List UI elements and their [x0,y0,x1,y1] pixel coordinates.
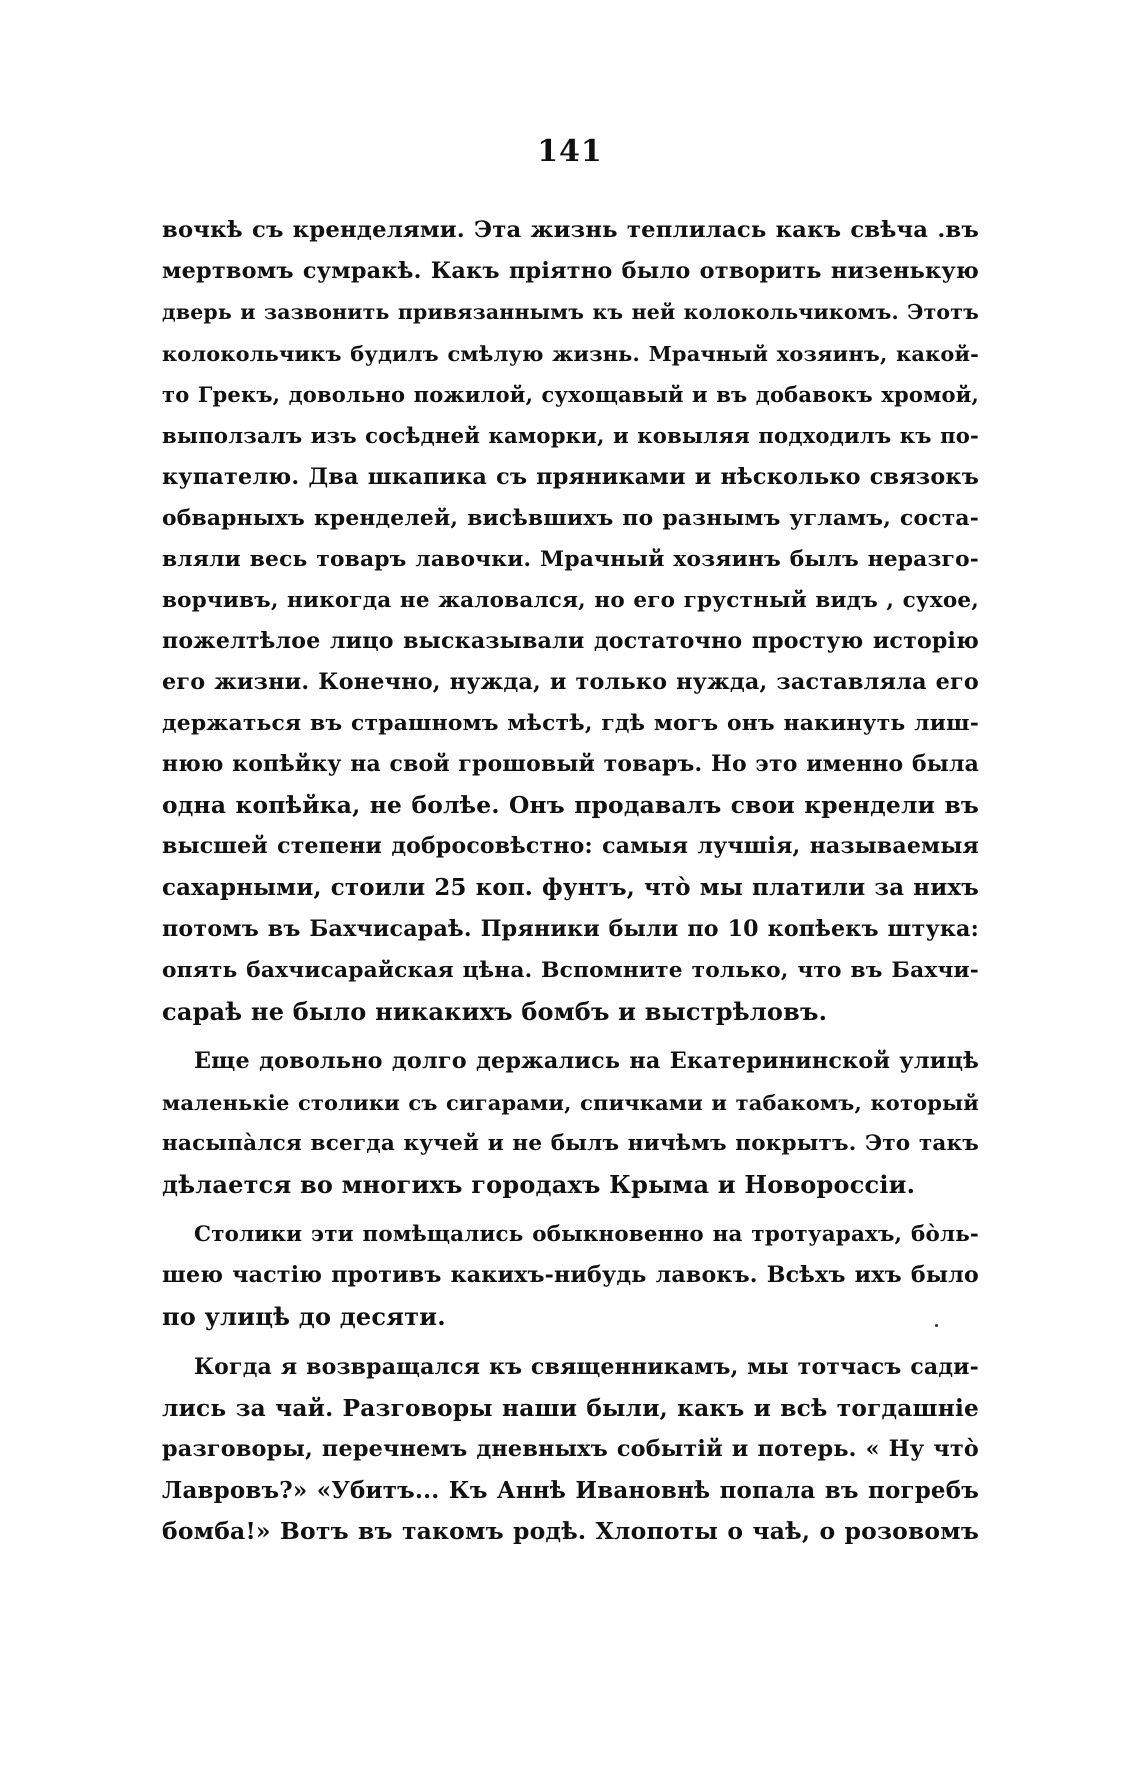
paragraph-4 [162,1347,979,1552]
text-line: его жизни. Конечно, нужда, и только нужда, заставляла его [162,669,979,696]
text-line: нюю копѣйку на свой грошовый товаръ. Но это именно была [162,751,979,778]
text-line: колокольчикъ будилъ смѣлую жизнь. Мрачный хозяинъ, какой- [162,341,979,367]
text-line: вляли весь товаръ лавочки. Мрачный хозяинъ былъ неразго- [162,546,979,572]
paragraph-spacer [162,1338,979,1347]
text-line: ворчивъ, никогда не жаловался, но его грустный видъ , сухое, [162,587,979,613]
text-line: потомъ въ Бахчисараѣ. Пряники были по 10 копѣекъ штука: [162,915,979,942]
text-line: маленькіе столики съ сигарами, спичками и табакомъ, который [162,1089,979,1115]
text-line: дверь и зазвонить привязаннымъ къ ней колокольчикомъ. Этотъ [162,300,979,325]
text-line: обварныхъ кренделей, висѣвшихъ по разнымъ угламъ, соста- [162,505,979,531]
paragraph-2 [162,1041,979,1205]
text-line: то Грекъ, довольно пожилой, сухощавый и въ добавокъ хромой, [162,382,979,408]
text-line: лись за чай. Разговоры наши были, какъ и всѣ тогдашніе [162,1394,979,1422]
text-line: мертвомъ сумракѣ. Какъ пріятно было отворить низенькую [162,258,979,285]
text-line: сахарными, стоили 25 коп. фунтъ, что̀ мы платили за нихъ [162,874,979,901]
text-line: опять бахчисарайская цѣна. Вспомните только, что въ Бахчи- [162,957,979,983]
text-line: сараѣ не было никакихъ бомбъ и выстрѣловъ. [162,996,828,1026]
paragraph-1 [162,210,979,1032]
print-speck-mark [935,1324,938,1327]
text-line: дѣлается во многихъ городахъ Крыма и Новороссіи. [162,1170,916,1200]
text-line: Еще довольно долго держались на Екатерининской улицѣ [194,1047,979,1074]
text-line: насыпа̀лся всегда кучей и не былъ ничѣмъ покрытъ. Это такъ [162,1131,979,1157]
paragraph-spacer [162,1032,979,1041]
text-line: вочкѣ съ кренделями. Эта жизнь теплилась какъ свѣча .въ [162,217,979,243]
text-line: по улицѣ до десяти. [162,1302,446,1332]
text-line: выползалъ изъ сосѣдней каморки, и ковыляя подходилъ къ по- [162,423,979,449]
paragraph-3 [162,1214,979,1337]
page-number: 141 [537,134,603,169]
body-text [162,210,979,1552]
text-line: одна копѣйка, не болѣе. Онъ продавалъ свои крендели въ [162,791,979,820]
text-line: шею частію противъ какихъ-нибудь лавокъ. Всѣхъ ихъ было [162,1262,979,1289]
text-line: Лавровъ?» «Убитъ... Къ Аннѣ Ивановнѣ попала въ погребъ [162,1476,979,1504]
text-line: купателю. Два шкапика съ пряниками и нѣсколько связокъ [162,463,979,490]
text-line: держаться въ страшномъ мѣстѣ, гдѣ могъ онъ накинуть лиш- [162,711,979,737]
text-line: бомба!» Вотъ въ такомъ родѣ. Хлопоты о чаѣ, о розовомъ [162,1516,979,1545]
paragraph-spacer [162,1205,979,1214]
text-line: пожелтѣлое лицо высказывали достаточно простую исторію [162,627,979,654]
text-line: высшей степени добросовѣстно: самыя лучшія, называемыя [162,833,979,860]
text-line: Когда я возвращался къ священникамъ, мы тотчасъ сади- [194,1353,979,1380]
text-line: Столики эти помѣщались обыкновенно на тротуарахъ, бо̀ль- [194,1222,979,1248]
text-line: разговоры, перечнемъ дневныхъ событій и потерь. « Ну что̀ [162,1435,979,1462]
